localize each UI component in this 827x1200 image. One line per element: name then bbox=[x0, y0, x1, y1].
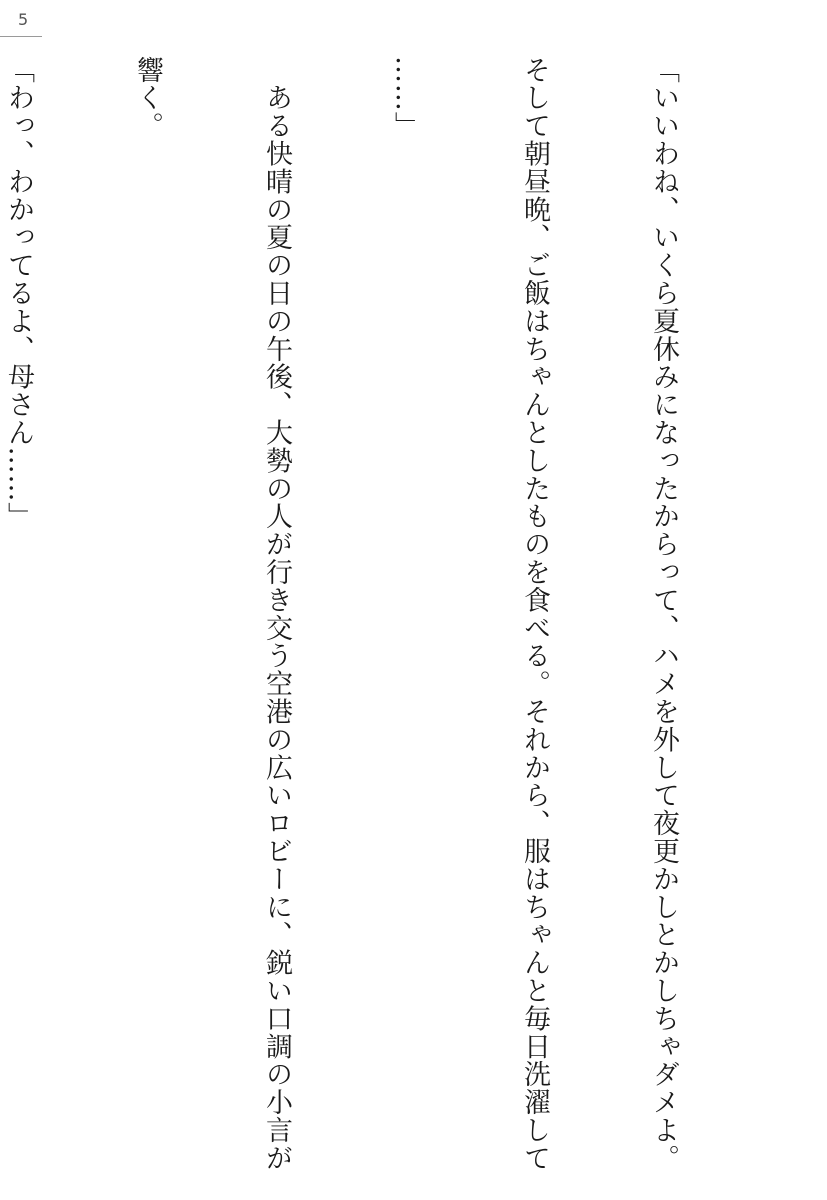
text-line: 「いいわね、いくら夏休みになったからって、ハメを外して夜更かしとかしちゃダメよ。 bbox=[648, 56, 679, 1172]
body-text bbox=[3, 56, 771, 1172]
text-line: ……」 bbox=[390, 56, 421, 140]
text-line: 響く。 bbox=[132, 56, 163, 140]
text-line: 「わっ、わかってるよ、母さん……」 bbox=[3, 56, 34, 531]
page-number: 5 bbox=[18, 10, 30, 29]
page-number-rule bbox=[0, 36, 42, 37]
text-line: そして朝昼晩、ご飯はちゃんとしたものを食べる。それから、服はちゃんと毎日洗濯して bbox=[519, 56, 550, 1172]
text-line: ある快晴の夏の日の午後、大勢の人が行き交う空港の広いロビーに、鋭い口調の小言が bbox=[261, 56, 292, 1172]
